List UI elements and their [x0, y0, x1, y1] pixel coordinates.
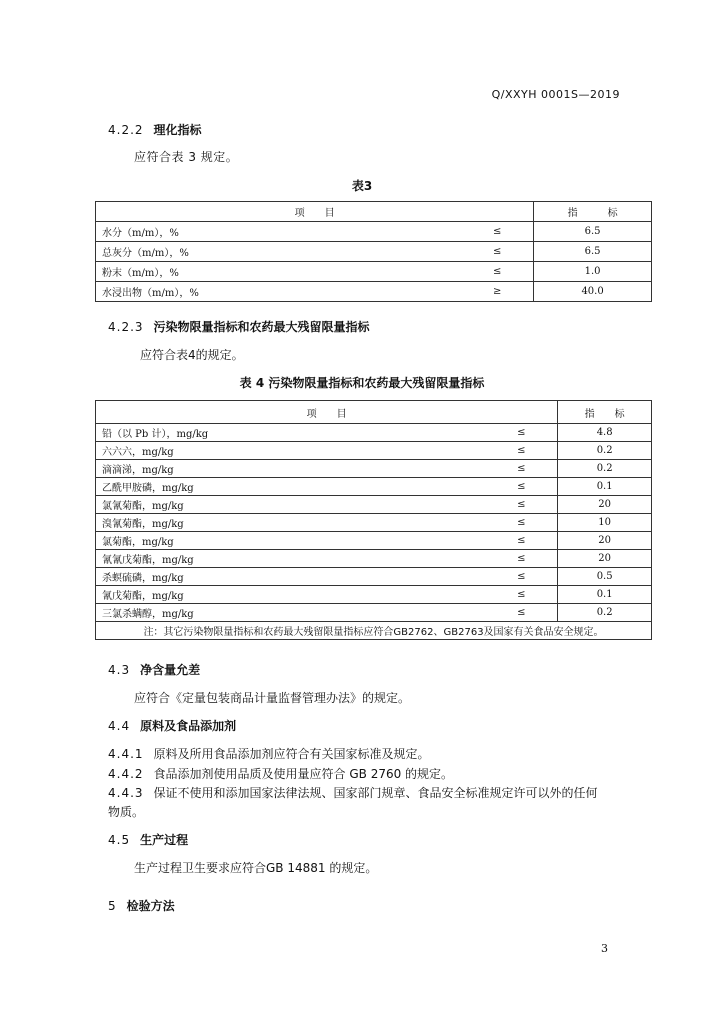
item-cell: 氰戊菊酯，mg/kg — [96, 586, 486, 604]
table-row — [96, 242, 652, 262]
section-title: 污染物限量指标和农药最大残留限量指标 — [153, 320, 370, 334]
value-cell: 40.0 — [534, 282, 652, 302]
section-4-3-heading — [108, 661, 200, 678]
item-cell: 溴氰菊酯，mg/kg — [96, 514, 486, 532]
symbol-cell: ≤ — [485, 604, 558, 622]
section-number: 4.4.1 — [108, 747, 144, 761]
symbol-cell: ≤ — [485, 460, 558, 478]
symbol-cell: ≤ — [485, 586, 558, 604]
table-row — [96, 586, 652, 604]
symbol-cell: ≤ — [461, 242, 534, 262]
table3 — [95, 201, 652, 302]
item-cell: 滴滴涕，mg/kg — [96, 460, 486, 478]
section-4-4-2 — [108, 765, 453, 782]
item-cell: 铅（以 Pb 计），mg/kg — [96, 424, 486, 442]
value-cell: 0.2 — [558, 460, 652, 478]
section-4-4-3 — [108, 784, 598, 801]
value-cell: 0.1 — [558, 586, 652, 604]
section-4-4-heading — [108, 717, 236, 734]
table-row — [96, 442, 652, 460]
value-cell: 10 — [558, 514, 652, 532]
section-number: 4.2.2 — [108, 123, 144, 137]
value-cell: 0.2 — [558, 604, 652, 622]
item-cell: 氰氰戊菊酯，mg/kg — [96, 550, 486, 568]
table4 — [95, 400, 652, 640]
symbol-cell: ≤ — [485, 424, 558, 442]
value-cell: 6.5 — [534, 222, 652, 242]
value-cell: 0.1 — [558, 478, 652, 496]
table-row — [96, 222, 652, 242]
symbol-cell: ≤ — [485, 532, 558, 550]
section-title: 理化指标 — [153, 123, 202, 137]
item-cell: 氯菊酯，mg/kg — [96, 532, 486, 550]
symbol-cell: ≤ — [485, 550, 558, 568]
symbol-cell: ≤ — [485, 496, 558, 514]
section-text: 原料及所用食品添加剂应符合有关国家标准及规定。 — [153, 747, 430, 761]
value-cell: 20 — [558, 550, 652, 568]
section-text: 食品添加剂使用品质及使用量应符合 GB 2760 的规定。 — [153, 767, 454, 781]
section-title: 原料及食品添加剂 — [140, 719, 237, 733]
col-item-header: 项 目 — [96, 401, 558, 424]
symbol-cell: ≤ — [485, 478, 558, 496]
table-row — [96, 550, 652, 568]
col-index-header: 指 标 — [558, 401, 652, 424]
value-cell: 1.0 — [534, 262, 652, 282]
value-cell: 6.5 — [534, 242, 652, 262]
table4-caption: 表 4 污染物限量指标和农药最大残留限量指标 — [239, 376, 485, 390]
symbol-cell: ≤ — [485, 568, 558, 586]
section-4-4-3-continued: 物质。 — [108, 805, 145, 819]
section-4-2-3-text: 应符合表4的规定。 — [140, 348, 244, 362]
page-number: 3 — [601, 942, 608, 955]
table-row — [96, 604, 652, 622]
section-number: 5 — [108, 899, 117, 913]
value-cell: 4.8 — [558, 424, 652, 442]
section-4-2-2-text: 应符合表 3 规定。 — [134, 150, 239, 164]
value-cell: 20 — [558, 496, 652, 514]
col-index-header: 指 标 — [534, 202, 652, 222]
table-row — [96, 568, 652, 586]
table-row — [96, 424, 652, 442]
table-row — [96, 460, 652, 478]
item-cell: 水浸出物（m/m），% — [96, 282, 462, 302]
table-row — [96, 262, 652, 282]
item-cell: 六六六，mg/kg — [96, 442, 486, 460]
item-cell: 粉末（m/m），% — [96, 262, 462, 282]
symbol-cell: ≤ — [485, 442, 558, 460]
section-number: 4.3 — [108, 663, 131, 677]
table-note-row — [96, 622, 652, 640]
value-cell: 20 — [558, 532, 652, 550]
section-number: 4.2.3 — [108, 320, 144, 334]
item-cell: 乙酰甲胺磷，mg/kg — [96, 478, 486, 496]
section-number: 4.4 — [108, 719, 131, 733]
item-cell: 水分（m/m），% — [96, 222, 462, 242]
table-row — [96, 532, 652, 550]
symbol-cell: ≥ — [461, 282, 534, 302]
table-row — [96, 514, 652, 532]
section-4-2-2-heading — [108, 121, 202, 138]
symbol-cell: ≤ — [461, 262, 534, 282]
section-title: 检验方法 — [126, 899, 175, 913]
table-row — [96, 496, 652, 514]
section-number: 4.4.3 — [108, 786, 144, 800]
table-header-row — [96, 401, 652, 424]
section-4-3-text: 应符合《定量包装商品计量监督管理办法》的规定。 — [134, 691, 411, 705]
table-row — [96, 282, 652, 302]
section-4-2-3-heading — [108, 318, 370, 335]
section-number: 4.4.2 — [108, 767, 144, 781]
item-cell: 总灰分（m/m），% — [96, 242, 462, 262]
table-header-row — [96, 202, 652, 222]
table-row — [96, 478, 652, 496]
section-4-5-heading — [108, 831, 188, 848]
section-number: 4.5 — [108, 833, 131, 847]
item-cell: 三氯杀螨醇，mg/kg — [96, 604, 486, 622]
symbol-cell: ≤ — [485, 514, 558, 532]
section-title: 生产过程 — [140, 833, 189, 847]
section-4-4-1 — [108, 745, 430, 762]
section-4-5-text: 生产过程卫生要求应符合GB 14881 的规定。 — [134, 861, 378, 875]
value-cell: 0.2 — [558, 442, 652, 460]
table4-note: 注：其它污染物限量指标和农药最大残留限量指标应符合GB2762、GB2763及国家有关食品安全规定。 — [96, 622, 652, 640]
section-text: 保证不使用和添加国家法律法规、国家部门规章、食品安全标准规定许可以外的任何 — [153, 786, 598, 800]
item-cell: 杀螟硫磷，mg/kg — [96, 568, 486, 586]
section-5-heading — [108, 897, 175, 914]
symbol-cell: ≤ — [461, 222, 534, 242]
table3-caption: 表3 — [351, 179, 373, 193]
section-title: 净含量允差 — [140, 663, 201, 677]
document-code: Q/XXYH 0001S—2019 — [491, 88, 620, 101]
col-item-header: 项 目 — [96, 202, 534, 222]
item-cell: 氯氰菊酯，mg/kg — [96, 496, 486, 514]
value-cell: 0.5 — [558, 568, 652, 586]
